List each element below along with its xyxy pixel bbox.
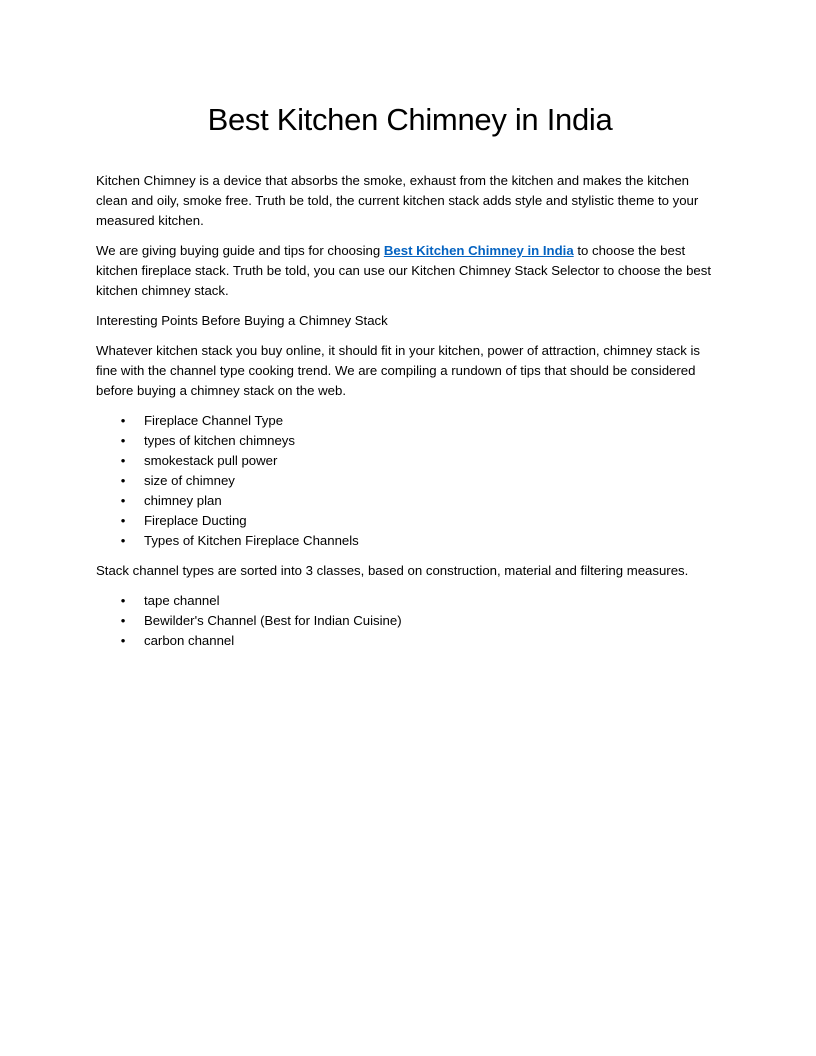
list-item-label: size of chimney [144,473,235,488]
list-item [96,471,724,491]
bullet-icon: • [120,633,126,648]
bullet-icon: • [120,613,126,628]
list-item [96,451,724,471]
list-item-label: chimney plan [144,493,222,508]
best-kitchen-chimney-link[interactable]: Best Kitchen Chimney in India [383,243,574,258]
buying-guide-text-after: to choose the best kitchen fireplace stack. Truth be told, you can use our Kitchen Chimney Stack Selector to choose the best kitchen chimney stack. [96,243,712,298]
intro-paragraph: Kitchen Chimney is a device that absorbs the smoke, exhaust from the kitchen and makes the kitchen clean and oily, smoke free. Truth be told, the current kitchen stack adds style and stylistic theme to your measured kitchen. [96,173,699,228]
bullet-icon: • [120,513,126,528]
list-item-label: tape channel [144,593,220,608]
list-item [96,411,724,431]
section-heading: Interesting Points Before Buying a Chimney Stack [96,313,388,328]
bullet-icon: • [120,413,126,428]
list-item-label: Fireplace Channel Type [144,413,284,428]
bullet-icon: • [120,593,126,608]
bullet-icon: • [120,533,126,548]
list-item-label: smokestack pull power [144,453,278,468]
channel-types-list [96,591,724,651]
list-item [96,431,724,451]
list-item-label: Types of Kitchen Fireplace Channels [144,533,359,548]
list-item [96,611,724,631]
list-item-label: Fireplace Ducting [144,513,247,528]
buying-guide-paragraph [96,241,724,301]
buying-guide-text-before: We are giving buying guide and tips for choosing [96,243,384,258]
bullet-icon: • [120,493,126,508]
list-item-label: Bewilder's Channel (Best for Indian Cuisine) [144,613,402,628]
list-item-label: carbon channel [144,633,235,648]
bullet-icon: • [120,473,126,488]
document-body [96,171,724,661]
bullet-icon: • [120,433,126,448]
tips-paragraph: Whatever kitchen stack you buy online, it should fit in your kitchen, power of attraction, chimney stack is fine with the channel type cooking trend. We are compiling a rundown of tips that should be considered before buying a chimney stack on the web. [96,343,700,398]
list-item [96,591,724,611]
channel-types-paragraph: Stack channel types are sorted into 3 classes, based on construction, material and filtering measures. [96,563,689,578]
list-item-label: types of kitchen chimneys [144,433,295,448]
list-item [96,631,724,651]
document-page [96,0,724,1056]
tips-list [96,411,724,551]
list-item [96,531,724,551]
list-item [96,511,724,531]
list-item [96,491,724,511]
bullet-icon: • [120,453,126,468]
page-title: Best Kitchen Chimney in India [207,102,613,137]
